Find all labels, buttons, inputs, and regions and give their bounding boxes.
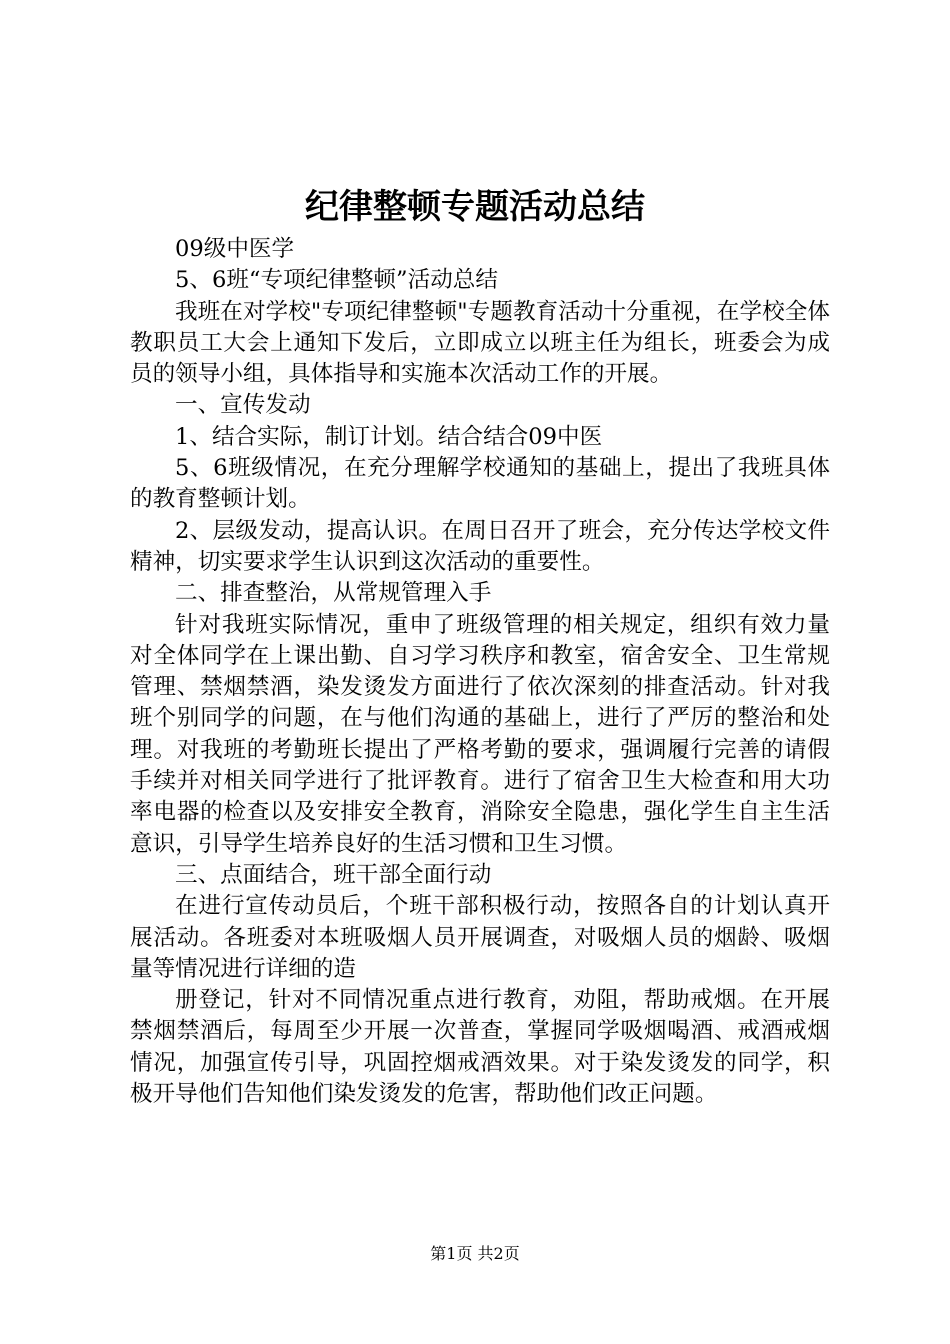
page-footer: 第1页 共2页 <box>430 1244 520 1263</box>
paragraph: 我班在对学校"专项纪律整顿"专题教育活动十分重视，在学校全体教职员工大会上通知下发后，立即成立以班主任为组长，班委会为成员的领导小组，具体指导和实施本次活动工作的开展。 <box>130 298 830 388</box>
section-heading: 一、宣传发动 <box>175 392 311 419</box>
section-heading: 二、排查整治，从常规管理入手 <box>175 580 492 607</box>
paragraph: 在进行宣传动员后，个班干部积极行动，按照各自的计划认真开展活动。各班委对本班吸烟人员开展调查，对吸烟人员的烟龄、吸烟量等情况进行详细的造 <box>130 893 830 982</box>
paragraph: 5、6班“专项纪律整顿”活动总结 <box>175 267 498 294</box>
paragraph: 册登记，针对不同情况重点进行教育，劝阻，帮助戒烟。在开展禁烟禁酒后，每周至少开展一次普查，掌握同学吸烟喝酒、戒酒戒烟情况，加强宣传引导，巩固控烟戒酒效果。对于染发烫发的同学，积极开导他们告知他们染发烫发的危害，帮助他们改正问题。 <box>130 987 830 1108</box>
document-body <box>130 234 830 1110</box>
paragraph: 针对我班实际情况，重申了班级管理的相关规定，组织有效力量对全体同学在上课出勤、自习学习秩序和教室，宿舍安全、卫生常规管理、禁烟禁酒，染发烫发方面进行了依次深刻的排查活动。针对我班个别同学的问题，在与他们沟通的基础上，进行了严厉的整治和处理。对我班的考勤班长提出了严格考勤的要求，强调履行完善的请假手续并对相关同学进行了批评教育。进行了宿舍卫生大检查和用大功率电器的检查以及安排安全教育，消除安全隐患，强化学生自主生活意识，引导学生培养良好的生活习惯和卫生习惯。 <box>130 611 830 857</box>
paragraph: 5、6班级情况，在充分理解学校通知的基础上，提出了我班具体的教育整顿计划。 <box>130 455 830 513</box>
paragraph: 1、结合实际，制订计划。结合结合09中医 <box>175 423 603 450</box>
paragraph: 09级中医学 <box>175 236 295 262</box>
document-title: 纪律整顿专题活动总结 <box>305 187 645 227</box>
paragraph: 2、层级发动，提高认识。在周日召开了班会，充分传达学校文件精神，切实要求学生认识到这次活动的重要性。 <box>130 517 830 575</box>
section-heading: 三、点面结合，班干部全面行动 <box>175 861 492 888</box>
